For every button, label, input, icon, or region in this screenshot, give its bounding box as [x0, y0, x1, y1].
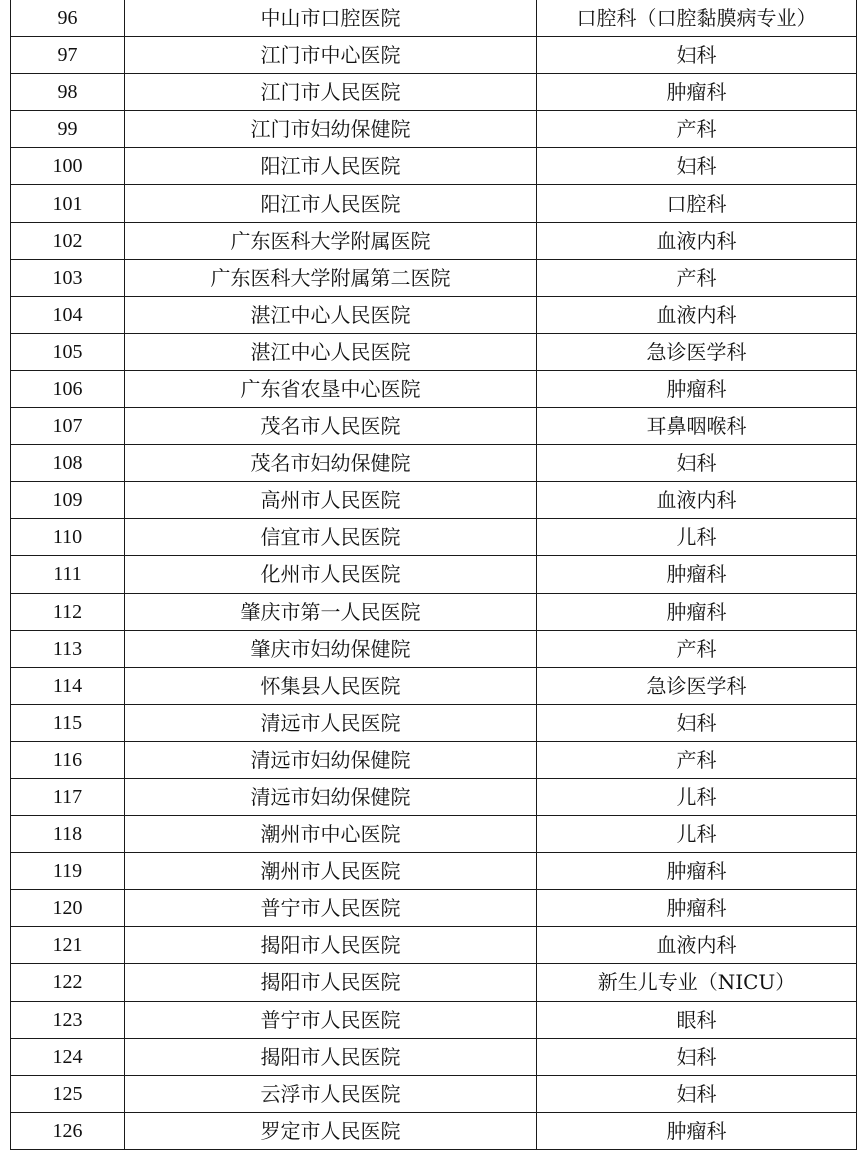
document-page	[10, 0, 856, 1155]
row-number-cell: 117	[11, 778, 125, 815]
row-number-cell: 97	[11, 37, 125, 74]
table-row	[11, 445, 857, 482]
hospital-name-cell: 阳江市人民医院	[125, 148, 537, 185]
department-cell: 新生儿专业（NICU）	[537, 964, 857, 1001]
row-number-cell: 96	[11, 0, 125, 37]
row-number-cell: 122	[11, 964, 125, 1001]
table-row	[11, 741, 857, 778]
table-row	[11, 927, 857, 964]
row-number-cell: 113	[11, 630, 125, 667]
row-number-cell: 112	[11, 593, 125, 630]
row-number-cell: 99	[11, 111, 125, 148]
table-row	[11, 148, 857, 185]
hospital-name-cell: 肇庆市第一人民医院	[125, 593, 537, 630]
table-row	[11, 296, 857, 333]
row-number-cell: 120	[11, 890, 125, 927]
department-cell: 肿瘤科	[537, 853, 857, 890]
department-cell: 眼科	[537, 1001, 857, 1038]
department-cell: 妇科	[537, 1075, 857, 1112]
row-number-cell: 118	[11, 816, 125, 853]
hospital-name-cell: 潮州市中心医院	[125, 816, 537, 853]
table-row	[11, 704, 857, 741]
hospital-name-cell: 普宁市人民医院	[125, 1001, 537, 1038]
department-cell: 产科	[537, 111, 857, 148]
hospital-name-cell: 怀集县人民医院	[125, 667, 537, 704]
row-number-cell: 116	[11, 741, 125, 778]
table-row	[11, 1038, 857, 1075]
department-cell: 急诊医学科	[537, 667, 857, 704]
table-row	[11, 964, 857, 1001]
hospital-name-cell: 高州市人民医院	[125, 482, 537, 519]
table-row	[11, 1112, 857, 1149]
department-cell: 耳鼻咽喉科	[537, 408, 857, 445]
table-row	[11, 1001, 857, 1038]
hospital-name-cell: 清远市人民医院	[125, 704, 537, 741]
table-row	[11, 74, 857, 111]
department-cell: 妇科	[537, 704, 857, 741]
department-cell: 产科	[537, 741, 857, 778]
table-row	[11, 778, 857, 815]
hospital-name-cell: 普宁市人民医院	[125, 890, 537, 927]
hospital-name-cell: 肇庆市妇幼保健院	[125, 630, 537, 667]
row-number-cell: 104	[11, 296, 125, 333]
hospital-name-cell: 罗定市人民医院	[125, 1112, 537, 1149]
row-number-cell: 124	[11, 1038, 125, 1075]
hospital-name-cell: 湛江中心人民医院	[125, 296, 537, 333]
table-body	[11, 0, 857, 1149]
hospital-name-cell: 揭阳市人民医院	[125, 964, 537, 1001]
row-number-cell: 125	[11, 1075, 125, 1112]
table-row	[11, 259, 857, 296]
row-number-cell: 107	[11, 408, 125, 445]
department-cell: 儿科	[537, 778, 857, 815]
row-number-cell: 101	[11, 185, 125, 222]
row-number-cell: 109	[11, 482, 125, 519]
hospital-name-cell: 广东医科大学附属医院	[125, 222, 537, 259]
department-cell: 肿瘤科	[537, 593, 857, 630]
row-number-cell: 106	[11, 370, 125, 407]
department-cell: 急诊医学科	[537, 333, 857, 370]
department-cell: 肿瘤科	[537, 556, 857, 593]
hospital-name-cell: 江门市妇幼保健院	[125, 111, 537, 148]
table-row	[11, 0, 857, 37]
table-row	[11, 667, 857, 704]
table-row	[11, 482, 857, 519]
row-number-cell: 105	[11, 333, 125, 370]
department-cell: 口腔科	[537, 185, 857, 222]
table-row	[11, 408, 857, 445]
department-cell: 肿瘤科	[537, 1112, 857, 1149]
department-cell: 儿科	[537, 816, 857, 853]
hospital-name-cell: 茂名市人民医院	[125, 408, 537, 445]
department-cell: 肿瘤科	[537, 370, 857, 407]
table-row	[11, 556, 857, 593]
department-cell: 儿科	[537, 519, 857, 556]
table-row	[11, 222, 857, 259]
hospital-name-cell: 揭阳市人民医院	[125, 927, 537, 964]
row-number-cell: 108	[11, 445, 125, 482]
department-cell: 肿瘤科	[537, 890, 857, 927]
hospital-name-cell: 广东省农垦中心医院	[125, 370, 537, 407]
row-number-cell: 115	[11, 704, 125, 741]
department-cell: 血液内科	[537, 927, 857, 964]
row-number-cell: 103	[11, 259, 125, 296]
table-row	[11, 890, 857, 927]
row-number-cell: 111	[11, 556, 125, 593]
table-row	[11, 519, 857, 556]
hospital-name-cell: 茂名市妇幼保健院	[125, 445, 537, 482]
table-row	[11, 816, 857, 853]
table-row	[11, 333, 857, 370]
row-number-cell: 119	[11, 853, 125, 890]
hospital-name-cell: 潮州市人民医院	[125, 853, 537, 890]
row-number-cell: 126	[11, 1112, 125, 1149]
hospital-name-cell: 江门市中心医院	[125, 37, 537, 74]
department-cell: 血液内科	[537, 222, 857, 259]
department-cell: 血液内科	[537, 482, 857, 519]
table-row	[11, 370, 857, 407]
table-row	[11, 185, 857, 222]
row-number-cell: 100	[11, 148, 125, 185]
department-cell: 妇科	[537, 1038, 857, 1075]
department-cell: 肿瘤科	[537, 74, 857, 111]
department-cell: 产科	[537, 630, 857, 667]
row-number-cell: 121	[11, 927, 125, 964]
row-number-cell: 110	[11, 519, 125, 556]
hospital-name-cell: 中山市口腔医院	[125, 0, 537, 37]
hospital-name-cell: 湛江中心人民医院	[125, 333, 537, 370]
hospital-name-cell: 江门市人民医院	[125, 74, 537, 111]
row-number-cell: 123	[11, 1001, 125, 1038]
department-cell: 妇科	[537, 445, 857, 482]
table-row	[11, 111, 857, 148]
department-cell: 血液内科	[537, 296, 857, 333]
department-cell: 妇科	[537, 148, 857, 185]
row-number-cell: 98	[11, 74, 125, 111]
table-row	[11, 853, 857, 890]
row-number-cell: 114	[11, 667, 125, 704]
hospital-name-cell: 信宜市人民医院	[125, 519, 537, 556]
table-row	[11, 37, 857, 74]
department-cell: 口腔科（口腔黏膜病专业）	[537, 0, 857, 37]
department-cell: 产科	[537, 259, 857, 296]
hospital-name-cell: 清远市妇幼保健院	[125, 741, 537, 778]
hospital-name-cell: 云浮市人民医院	[125, 1075, 537, 1112]
table-row	[11, 593, 857, 630]
hospital-name-cell: 广东医科大学附属第二医院	[125, 259, 537, 296]
hospital-department-table	[10, 0, 857, 1150]
hospital-name-cell: 阳江市人民医院	[125, 185, 537, 222]
hospital-name-cell: 清远市妇幼保健院	[125, 778, 537, 815]
table-row	[11, 1075, 857, 1112]
row-number-cell: 102	[11, 222, 125, 259]
department-cell: 妇科	[537, 37, 857, 74]
hospital-name-cell: 化州市人民医院	[125, 556, 537, 593]
table-row	[11, 630, 857, 667]
hospital-name-cell: 揭阳市人民医院	[125, 1038, 537, 1075]
